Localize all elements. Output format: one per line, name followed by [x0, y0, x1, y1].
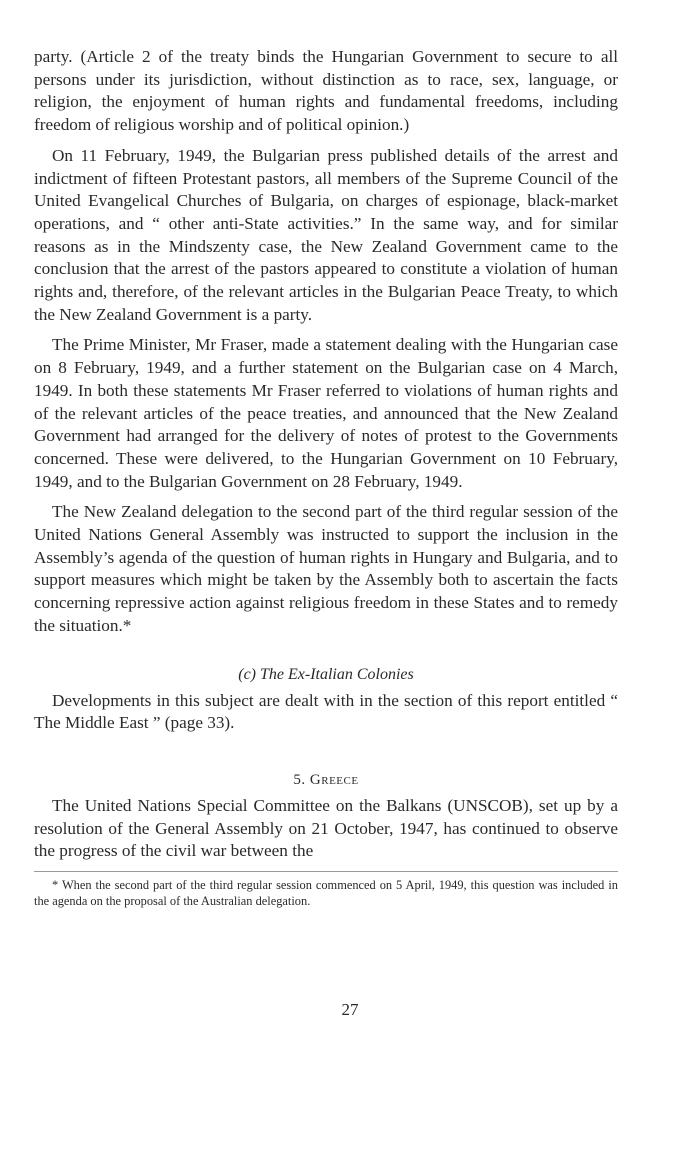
- page-content: [34, 46, 618, 909]
- paragraph-hungary-article: party. (Article 2 of the treaty binds the Hungarian Government to secure to all persons under its jurisdiction, without distinction as to race, sex, language, or religion, the enjoyment of human rights and fundamental freedoms, including freedom of religious worship and of political opinion.): [34, 47, 618, 135]
- section-number: 5.: [293, 771, 306, 788]
- paragraph-prime-minister-statement: The Prime Minister, Mr Fraser, made a statement dealing with the Hungarian case on 8 February, 1949, and a further statement on the Bulgarian case on 4 March, 1949. In both these statements Mr Fraser referred to violations of human rights and of the relevant articles of the peace treaties, and announced that the New Zealand Government had arranged for the delivery of notes of protest to the Governments concerned. These were delivered, to the Hungarian Government on 10 February, 1949, and to the Bulgarian Government on 28 February, 1949.: [34, 335, 618, 491]
- section-title: Greece: [309, 771, 359, 788]
- subsection-heading-ex-italian-colonies: (c) The Ex-Italian Colonies: [238, 665, 414, 683]
- page-number: 27: [341, 1000, 359, 1019]
- paragraph-nz-delegation: The New Zealand delegation to the second part of the third regular session of the United Nations General Assembly was instructed to support the inclusion in the Assembly’s agenda of the question of human rights in Hungary and Bulgaria, and to support measures which might be taken by the Assembly both to ascertain the facts concerning repressive action against religious freedom in these States and to remedy the situation.*: [34, 502, 618, 635]
- paragraph-developments: Developments in this subject are dealt with in the section of this report entitled “ The Middle East ” (page 33).: [34, 690, 618, 733]
- footnote: * When the second part of the third regular session commenced on 5 April, 1949, this question was included in the agenda on the proposal of the Australian delegation.: [34, 878, 618, 908]
- footnote-divider: [34, 871, 618, 872]
- section-heading-greece: [34, 769, 618, 791]
- paragraph-unscob: The United Nations Special Committee on the Balkans (UNSCOB), set up by a resolution of the General Assembly on 21 October, 1947, has continued to observe the progress of the civil war between the: [34, 795, 618, 861]
- paragraph-bulgarian-pastors: On 11 February, 1949, the Bulgarian press published details of the arrest and indictment of fifteen Protestant pastors, all members of the Supreme Council of the United Evangelical Churches of Bulgaria, on charges of espionage, black-market operations, and “ other anti-State activities.” In the same way, and for similar reasons as in the Mindszenty case, the New Zealand Government came to the conclusion that the arrest of the pastors appeared to constitute a violation of human rights and, therefore, of the relevant articles in the Bulgarian Peace Treaty, to which the New Zealand Government is a party.: [34, 145, 618, 324]
